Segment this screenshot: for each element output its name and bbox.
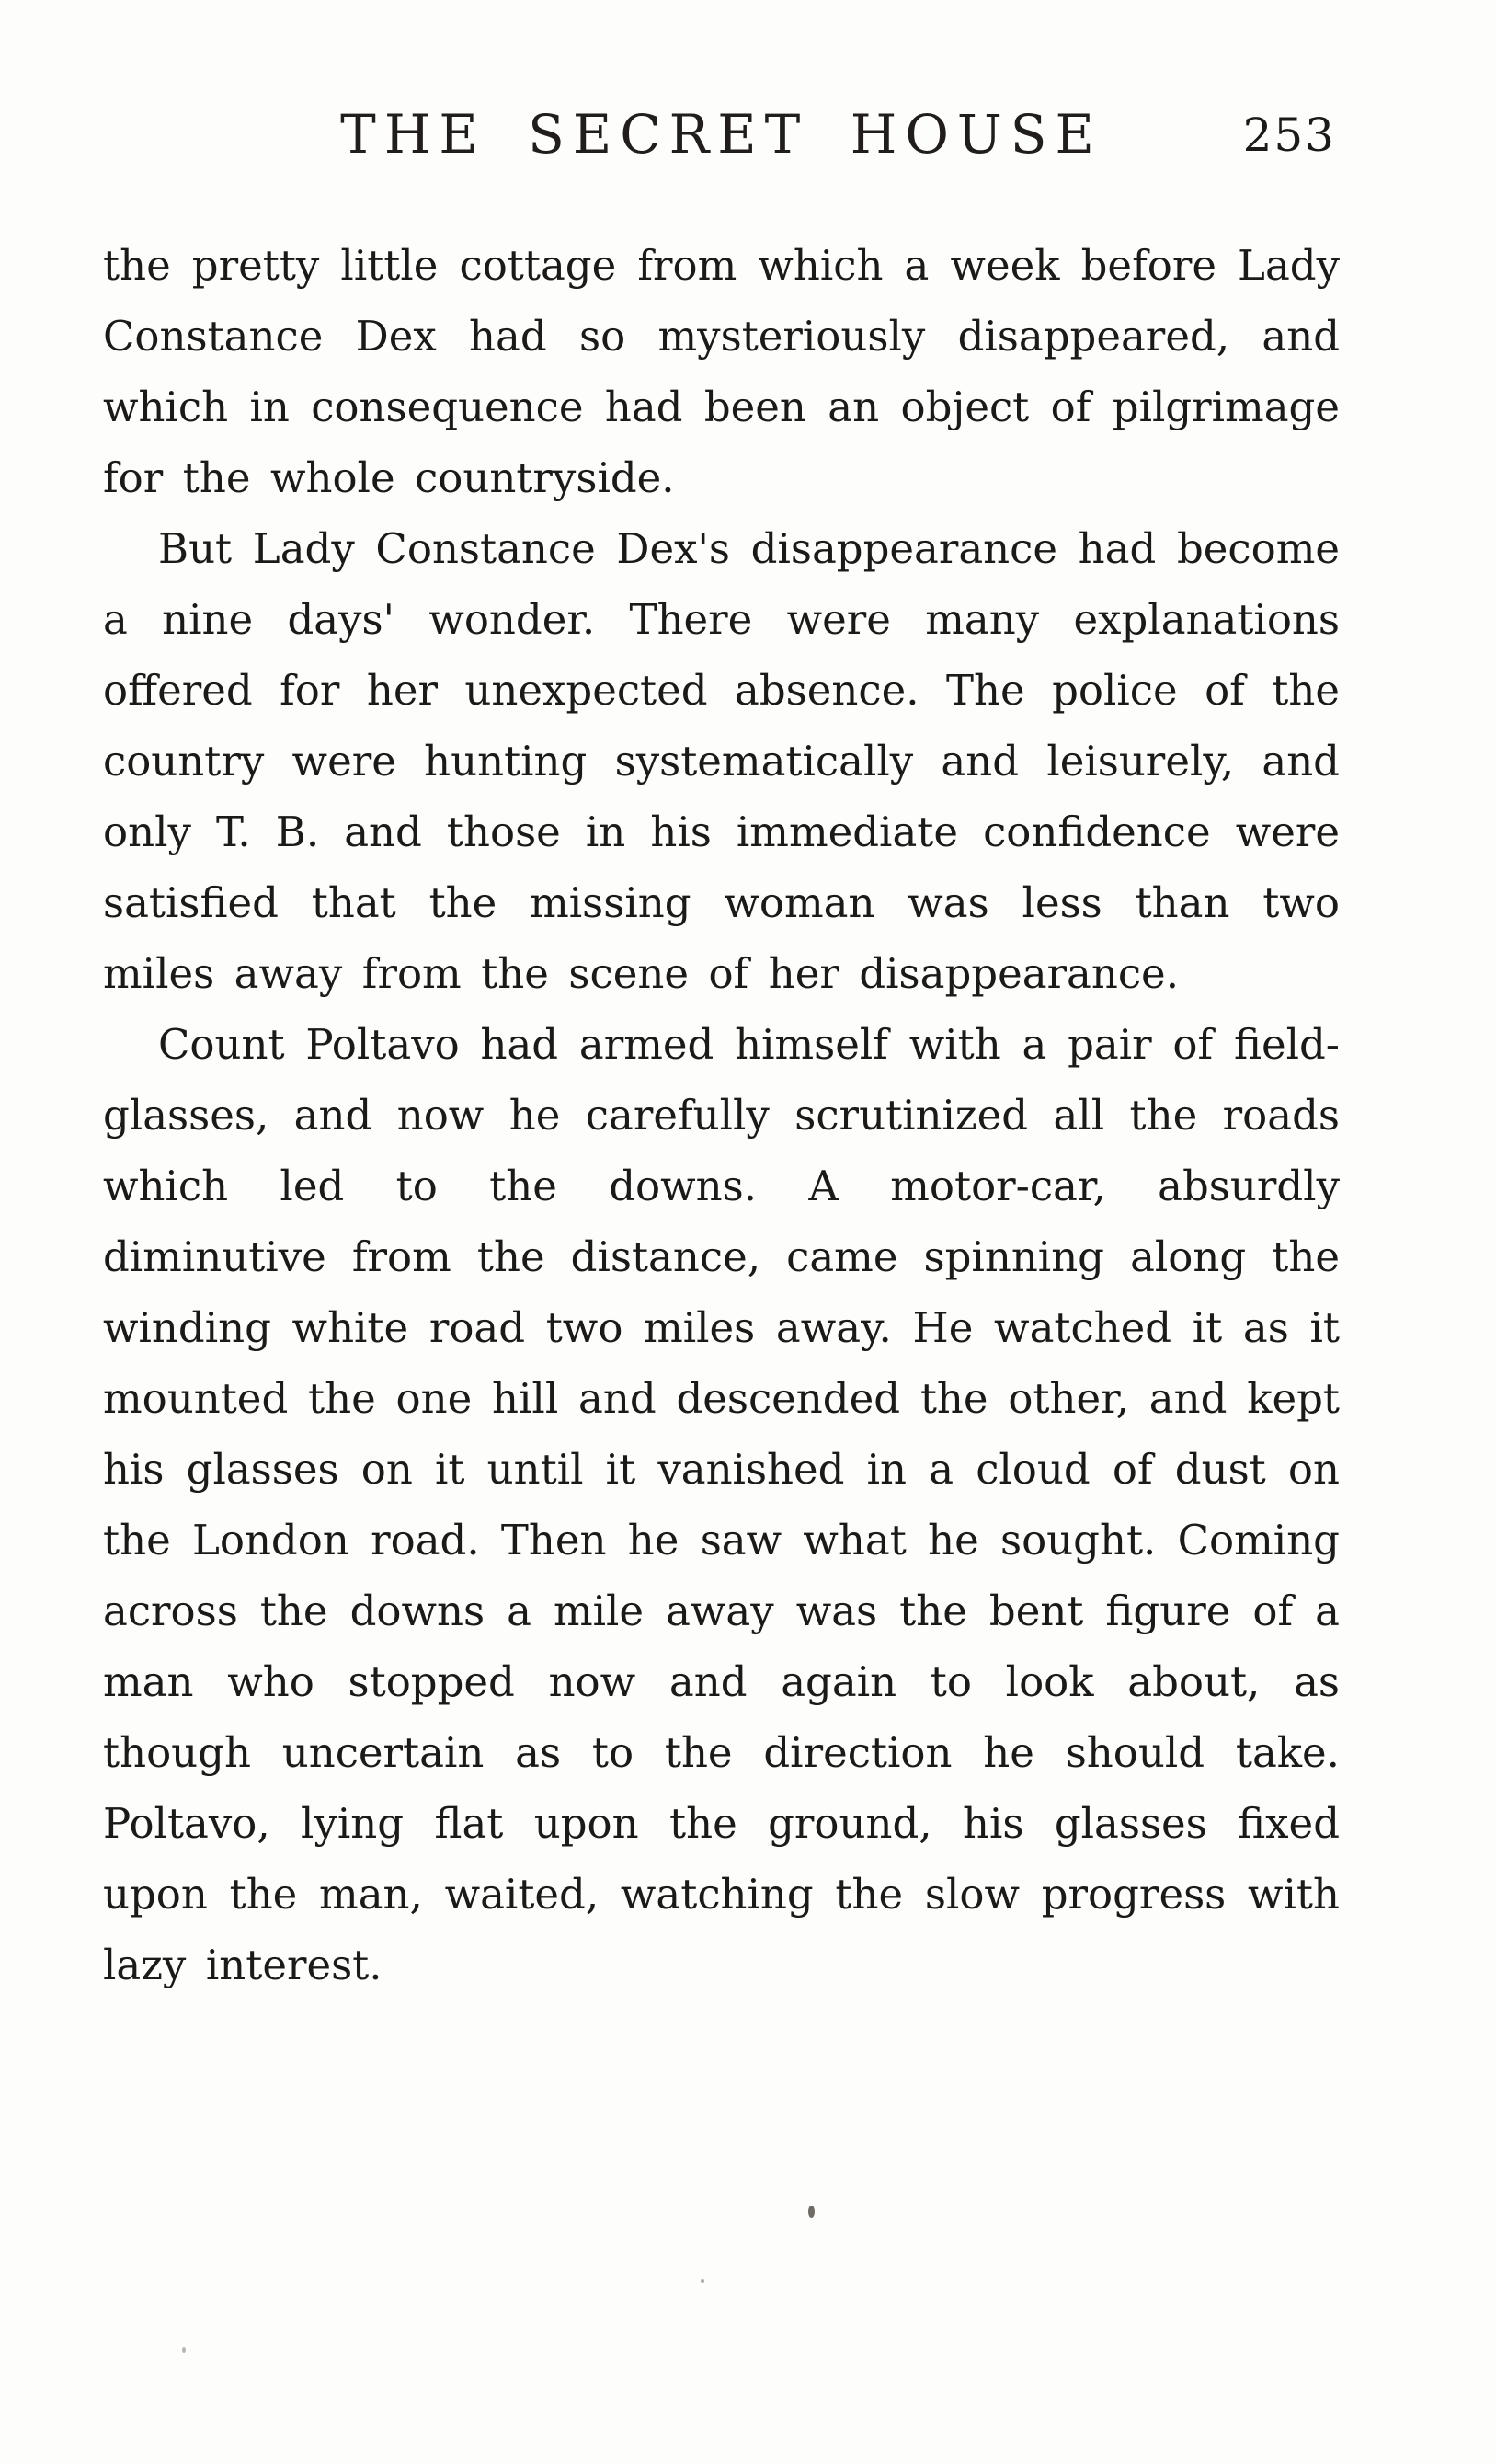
- running-header: [103, 103, 1340, 186]
- page-number: 253: [1242, 109, 1336, 162]
- book-title: THE SECRET HOUSE: [340, 103, 1102, 166]
- body-text: [103, 230, 1340, 2000]
- paragraph-3: Count Poltavo had armed himself with a pair of field-glasses, and now he carefully scrutinized all the roads which led to the downs. A motor-car, absurdly diminutive from the distance, came spinning along the winding white road two miles away. He watched it as it mounted the one hill and descended the other, and kept his glasses on it until it vanished in a cloud of dust on the London road. Then he saw what he sought. Coming across the downs a mile away was the bent figure of a man who stopped now and again to look about, as though uncertain as to the direction he should take. Poltavo, lying flat upon the ground, his glasses fixed upon the man, waited, watching the slow progress with lazy interest.: [103, 1020, 1340, 1989]
- scan-speck: [182, 2347, 186, 2353]
- paragraph-2: But Lady Constance Dex's disappearance had become a nine days' wonder. There were many explanations offered for her unexpected absence. The police of the country were hunting systematically and leisurely, and only T. B. and those in his immediate confidence were satisfied that the missing woman was less than two miles away from the scene of her disappearance.: [103, 524, 1340, 998]
- scan-speck: [701, 2279, 704, 2283]
- paragraph-1: the pretty little cottage from which a week before Lady Constance Dex had so mysteriously disappeared, and which in consequence had been an object of pilgrimage for the whole countryside.: [103, 241, 1340, 502]
- page-content: [103, 103, 1340, 2000]
- scan-speck: [808, 2206, 815, 2218]
